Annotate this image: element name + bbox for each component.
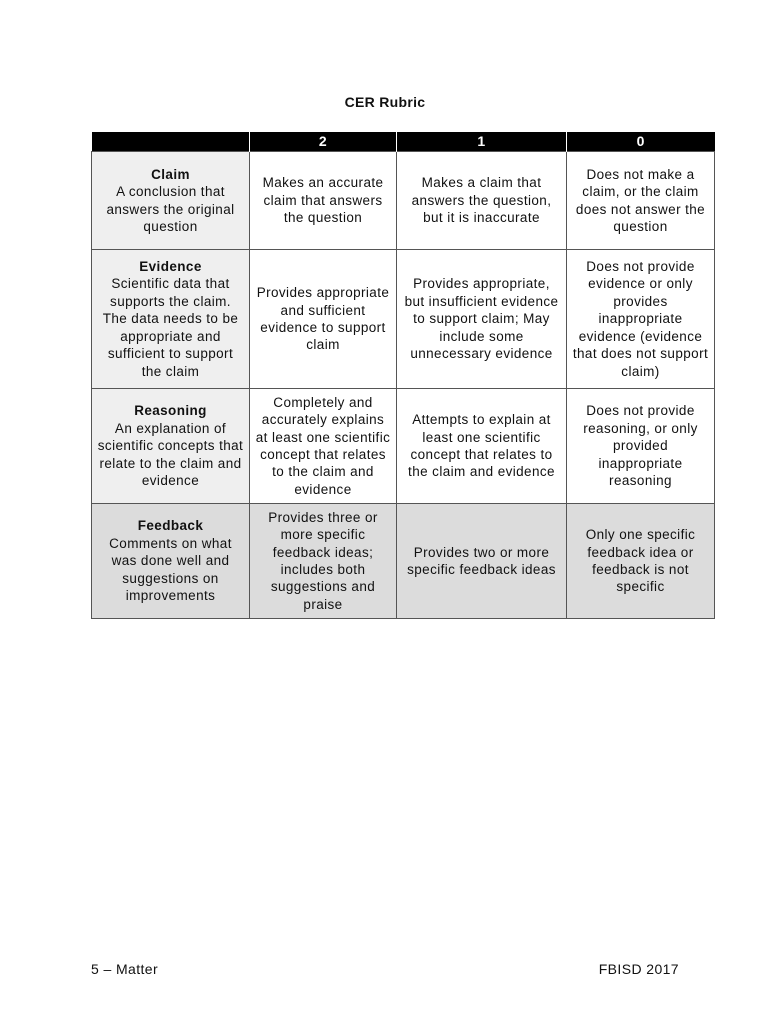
- score-1-cell: Makes a claim that answers the question, but it is inaccurate: [397, 152, 567, 250]
- score-2-cell: Completely and accurately explains at least one scientific concept that relates to the claim and evidence: [250, 389, 397, 504]
- criterion-name: Claim: [151, 166, 190, 182]
- row-feedback: [92, 504, 715, 619]
- header-row: [92, 132, 715, 152]
- criterion-description: An explanation of scientific concepts that relate to the claim and evidence: [97, 420, 244, 489]
- criterion-description: Comments on what was done well and suggestions on improvements: [109, 535, 232, 604]
- criterion-cell: [92, 504, 250, 619]
- score-0-cell: Does not make a claim, or the claim does not answer the question: [567, 152, 715, 250]
- criterion-name: Feedback: [137, 518, 204, 534]
- score-1-cell: Attempts to explain at least one scientific concept that relates to the claim and evidence: [397, 389, 567, 504]
- score-1-cell: Provides two or more specific feedback ideas: [397, 504, 567, 619]
- row-claim: [92, 152, 715, 250]
- score-2-cell: Provides three or more specific feedback ideas; includes both suggestions and praise: [250, 504, 397, 619]
- rubric-table: [91, 132, 715, 619]
- header-score-2: 2: [250, 132, 397, 152]
- score-2-cell: Makes an accurate claim that answers the question: [250, 152, 397, 250]
- score-0-cell: Only one specific feedback idea or feedback is not specific: [567, 504, 715, 619]
- score-0-cell: Does not provide evidence or only provides inappropriate evidence (evidence that does not support claim): [567, 250, 715, 389]
- criterion-name: Evidence: [139, 259, 202, 275]
- criterion-cell: [92, 250, 250, 389]
- footer-district-label: FBISD 2017: [598, 961, 679, 977]
- criterion-cell: [92, 389, 250, 504]
- score-0-cell: Does not provide reasoning, or only provided inappropriate reasoning: [567, 389, 715, 504]
- row-evidence: [92, 250, 715, 389]
- score-1-cell: Provides appropriate, but insufficient evidence to support claim; May include some unnecessary evidence: [397, 250, 567, 389]
- footer-unit-label: 5 – Matter: [91, 961, 159, 977]
- header-score-1: 1: [397, 132, 567, 152]
- page-title: CER Rubric: [344, 94, 426, 110]
- score-2-cell: Provides appropriate and sufficient evidence to support claim: [250, 250, 397, 389]
- header-blank-cell: [92, 132, 250, 152]
- header-score-0: 0: [567, 132, 715, 152]
- criterion-name: Reasoning: [134, 403, 207, 419]
- row-reasoning: [92, 389, 715, 504]
- criterion-description: A conclusion that answers the original question: [106, 184, 235, 234]
- criterion-cell: [92, 152, 250, 250]
- criterion-description: Scientific data that supports the claim. The data needs to be appropriate and sufficient to support the claim: [102, 276, 239, 379]
